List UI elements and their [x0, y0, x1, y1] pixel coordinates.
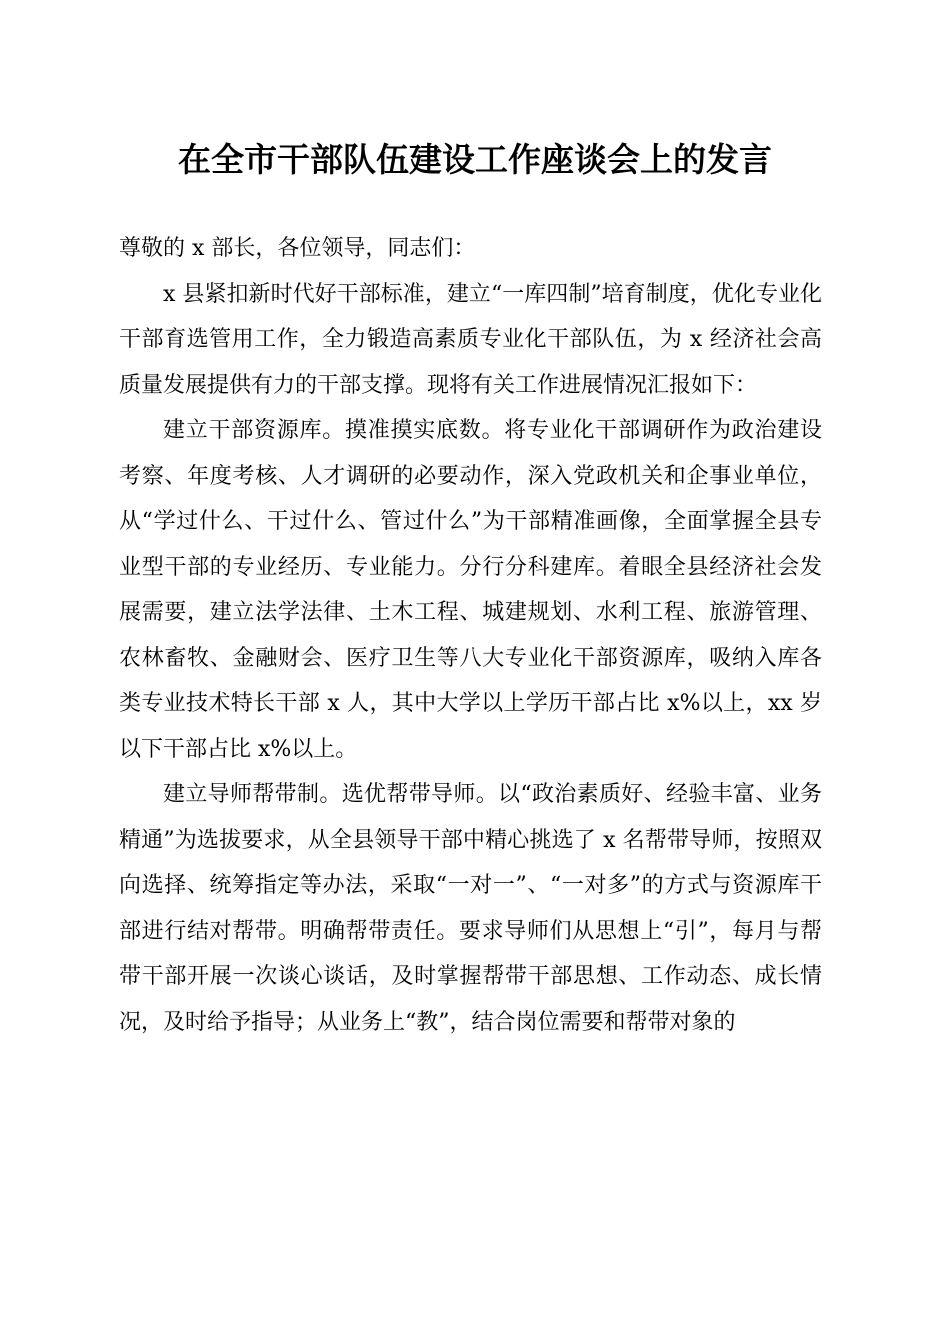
page-title: 在全市干部队伍建设工作座谈会上的发言 — [178, 140, 772, 179]
document-body — [119, 226, 822, 1045]
paragraph-intro: x 县紧扣新时代好干部标准，建立“一库四制”培育制度，优化专业化干部育选管用工作，全力锻造高素质专业化干部队伍，为 x 经济社会高质量发展提供有力的干部支撑。现将有关工作进展情况汇报如下： — [119, 281, 822, 398]
paragraph-resource-library: 建立干部资源库。摸准摸实底数。将专业化干部调研作为政治建设考察、年度考核、人才调研的必要动作，深入党政机关和企事业单位，从“学过什么、干过什么、管过什么”为干部精准画像，全面掌握全县专业型干部的专业经历、专业能力。分行分科建库。着眼全县经济社会发展需要，建立法学法律、土木工程、城建规划、水利工程、旅游管理、农林畜牧、金融财会、医疗卫生等八大专业化干部资源库，吸纳入库各类专业技术特长干部 x 人，其中大学以上学历干部占比 x%以上，xx 岁以下干部占比 x%以上。 — [119, 418, 822, 762]
paragraph-mentor-system: 建立导师帮带制。选优帮带导师。以“政治素质好、经验丰富、业务精通”为选拔要求，从全县领导干部中精心挑选了 x 名帮带导师，按照双向选择、统筹指定等办法，采取“一对一”、“一对多”的方式与资源库干部进行结对帮带。明确帮带责任。要求导师们从思想上“引”，每月与帮带干部开展一次谈心谈话，及时掌握帮带干部思想、工作动态、成长情况，及时给予指导；从业务上“教”，结合岗位需要和帮带对象的 — [119, 782, 822, 1035]
salutation: 尊敬的 x 部长，各位领导，同志们： — [119, 236, 476, 261]
